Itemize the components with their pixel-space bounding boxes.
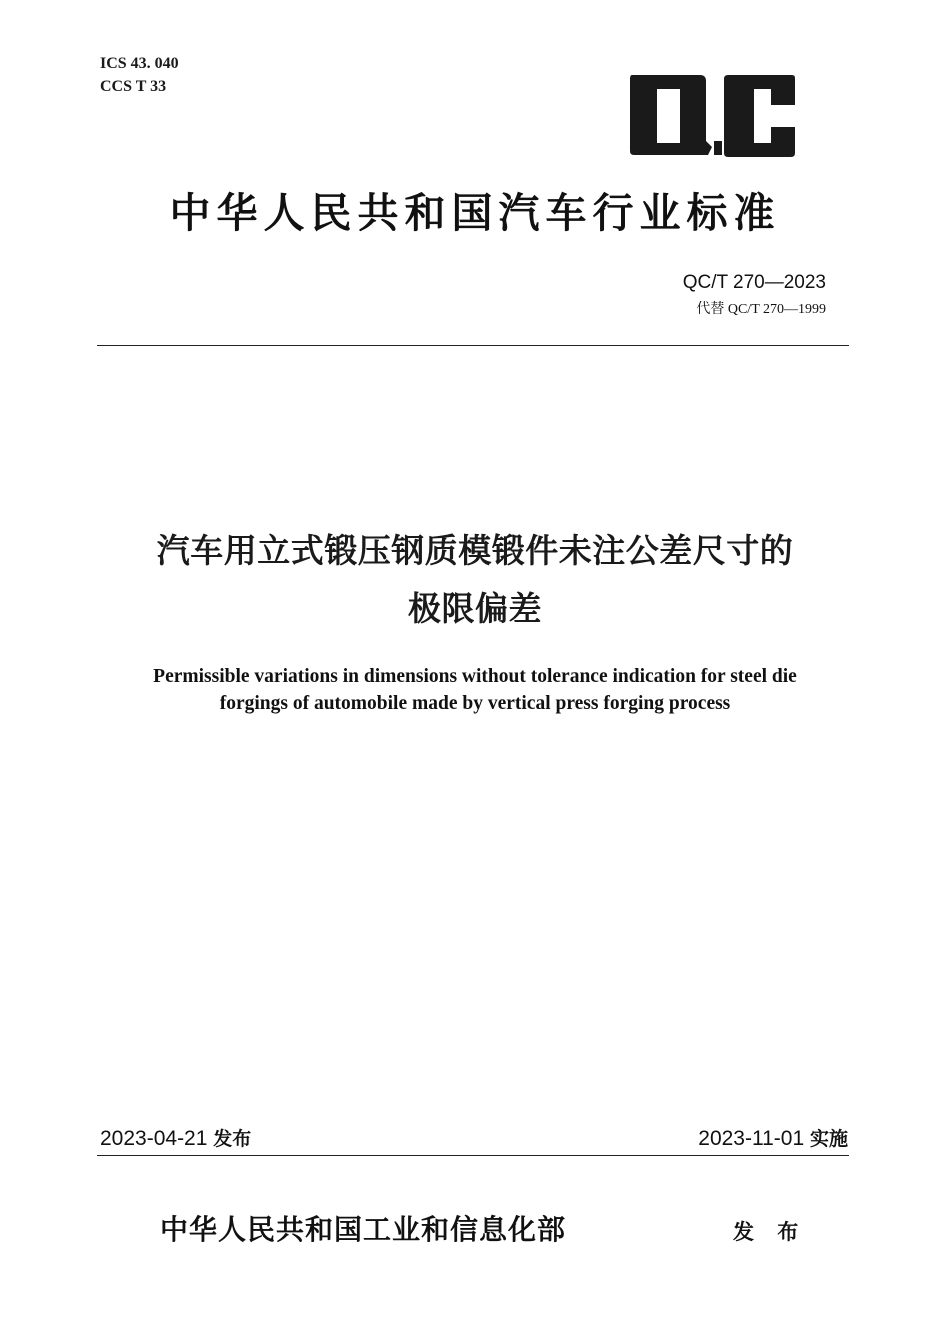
issue-date — [100, 1124, 251, 1151]
implementation-label: 实施 — [809, 1128, 848, 1150]
ccs-code: CCS T 33 — [100, 78, 167, 95]
qc-logo-graphic — [630, 75, 795, 159]
ics-code: ICS 43. 040 — [100, 55, 179, 72]
implementation-date-value: 2023-11-01 — [698, 1127, 805, 1150]
document-title-cn-line1: 汽车用立式锻压钢质模锻件未注公差尺寸的 — [156, 531, 794, 570]
standard-category-title: 中华人民共和国汽车行业标准 — [169, 189, 781, 237]
bottom-divider — [97, 1155, 849, 1156]
publish-label: 发 布 — [733, 1219, 807, 1244]
implementation-date — [698, 1124, 848, 1151]
document-title-en-line2: forgings of automobile made by vertical press forging process — [219, 693, 731, 714]
replaces-standard: 代替 QC/T 270—1999 — [696, 302, 826, 317]
qc-logo-c — [724, 75, 795, 157]
qc-logo-dot — [714, 141, 722, 155]
issue-date-value: 2023-04-21 — [100, 1127, 208, 1150]
top-divider — [97, 345, 849, 346]
qc-logo — [630, 75, 795, 159]
standard-number: QC/T 270—2023 — [682, 272, 826, 293]
document-title-en-line1: Permissible variations in dimensions without tolerance indication for steel die — [153, 666, 797, 687]
issue-label: 发布 — [213, 1128, 252, 1150]
publisher-name: 中华人民共和国工业和信息化部 — [160, 1213, 567, 1246]
document-title-cn-line2: 极限偏差 — [408, 589, 542, 628]
qc-logo-q — [630, 75, 712, 155]
